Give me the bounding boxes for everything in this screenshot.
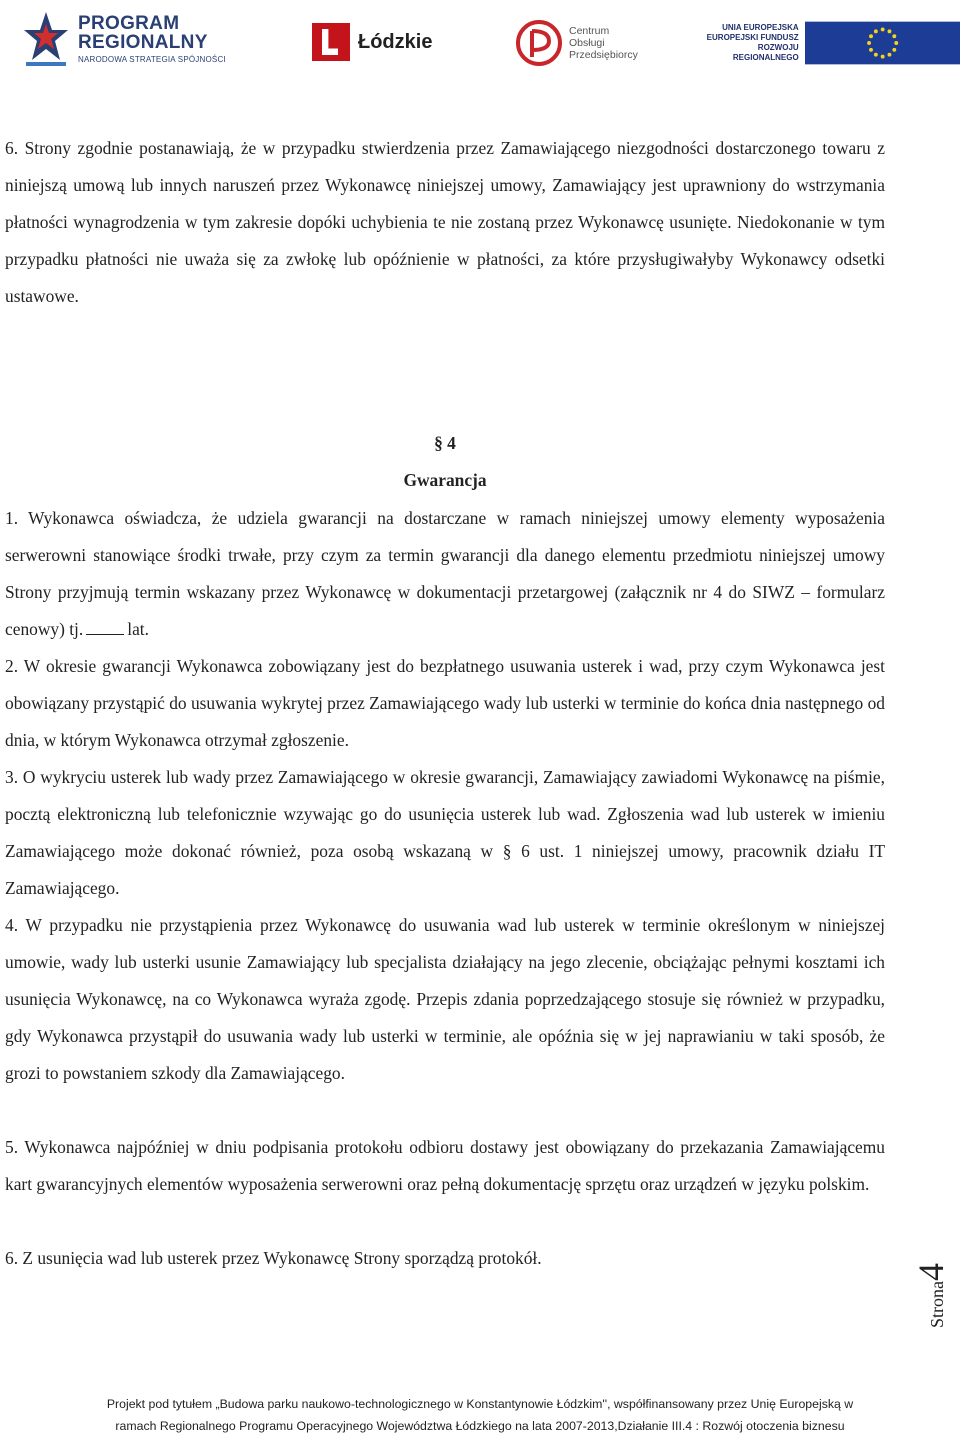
cop-line2: Obsługi	[569, 36, 605, 49]
paragraph-3: 3. O wykryciu usterek lub wady przez Zamawiającego w okresie gwarancji, Zamawiający zawiadomi Wykonawcę na piśmie, pocztą elektroniczną lub telefonicznie wzywając go do usunięcia usterek lub wad. Zgłoszenia wad lub usterek w imieniu Zamawiającego może dokonać również, poza osobą wskazaną w § 6 ust. 1 niniejszej umowy, pracownik działu IT Zamawiającego.	[5, 767, 885, 898]
eu-logo	[693, 20, 960, 66]
program-line3: NARODOWA STRATEGIA SPÓJNOŚCI	[78, 55, 226, 64]
cop-emblem-icon	[515, 19, 563, 67]
section-symbol: § 4	[434, 433, 456, 453]
ue-line3: ROZWOJU REGIONALNEGO	[732, 43, 799, 62]
program-regionalny-logo	[22, 6, 226, 72]
lodzkie-label: Łódzkie	[358, 30, 433, 53]
paragraph-5: 5. Wykonawca najpóźniej w dniu podpisania protokołu odbioru dostawy jest obowiązany do przekazania Zamawiającemu kart gwarancyjnych elementów wyposażenia serwerowni oraz pełną dokumentację sprzętu oraz urządzeń w języku polskim.	[5, 1137, 885, 1194]
program-line2: REGIONALNY	[78, 32, 208, 53]
blank-field	[86, 620, 124, 635]
section-title: Gwarancja	[403, 470, 487, 490]
footer-line2: ramach Regionalnego Programu Operacyjnego Województwa Łódzkiego na lata 2007-2013,Działanie III.4 : Rozwój otoczenia biznesu	[115, 1419, 845, 1433]
page-marker	[910, 1240, 960, 1330]
paragraph-2: 2. W okresie gwarancji Wykonawca zobowiązany jest do bezpłatnego usuwania usterek i wad, przy czym Wykonawca jest obowiązany przystąpić do usuwania wykrytej przez Zamawiającego wady lub usterki w terminie do końca dnia następnego od dnia, w którym Wykonawca otrzymał zgłoszenie.	[5, 656, 885, 750]
cop-logo	[515, 18, 638, 68]
paragraph-4: 4. W przypadku nie przystąpienia przez Wykonawcę do usuwania wad lub usterek w terminie określonym w niniejszej umowie, wady lub usterki usunie Zamawiający lub specjalista działający na jego zlecenie, obciążając pełnymi kosztami ich usunięcia Wykonawcę, na co Wykonawca wyraża zgodę. Przepis zdania poprzedzającego stosuje się również w przypadku, gdy Wykonawca przystąpił do usuwania wady lub usterki w terminie, ale opóźnia się w jej naprawianiu w taki sposób, że grozi to powstaniem szkody dla Zamawiającego.	[5, 915, 885, 1083]
paragraph-1-text: 1. Wykonawca oświadcza, że udziela gwarancji na dostarczane w ramach niniejszej umowy elementy wyposażenia serwerowni stanowiące środki trwałe, przy czym za termin gwarancji dla danego elementu przedmiotu niniejszej umowy Strony przyjmują termin wskazany przez Wykonawcę w dokumentacji przetargowej (załącznik nr 4 do SIWZ – formularz cenowy) tj.	[5, 508, 885, 639]
cop-line3: Przedsiębiorcy	[569, 49, 638, 62]
ue-line1: UNIA EUROPEJSKA	[722, 23, 799, 32]
lodzkie-emblem-icon	[312, 23, 350, 61]
program-line1: PROGRAM	[78, 13, 180, 34]
footer-line1: Projekt pod tytułem „Budowa parku naukowo-technologicznego w Konstantynowie Łódzkim'', współfinansowany przez Unię Europejską w	[106, 1397, 854, 1411]
page-label: Strona	[927, 1281, 947, 1328]
page-number: 4	[911, 1263, 951, 1281]
footer	[0, 1393, 960, 1437]
lodzkie-logo	[312, 18, 432, 66]
paragraph-1-suffix: lat.	[127, 619, 149, 639]
paragraph-6: 6. Z usunięcia wad lub usterek przez Wykonawcę Strony sporządzą protokół.	[5, 1248, 542, 1268]
star-emblem-icon	[22, 10, 70, 68]
paragraph-6-previous: 6. Strony zgodnie postanawiają, że w przypadku stwierdzenia przez Zamawiającego niezgodności dostarczonego towaru z niniejszą umową lub innych naruszeń przez Wykonawcę niniejszej umowy, Zamawiający jest uprawniony do wstrzymania płatności wynagrodzenia w tym zakresie dopóki uchybienia te nie zostaną przez Wykonawcę usunięte. Niedokonanie w tym przypadku płatności nie uważa się za zwłokę lub opóźnienie w płatności, za które przysługiwałyby Wykonawcy odsetki ustawowe.	[5, 138, 885, 306]
paragraph-1	[5, 500, 885, 648]
eu-flag-icon	[805, 21, 960, 65]
cop-line1: Centrum	[569, 24, 610, 37]
ue-line2: EUROPEJSKI FUNDUSZ	[706, 33, 799, 42]
